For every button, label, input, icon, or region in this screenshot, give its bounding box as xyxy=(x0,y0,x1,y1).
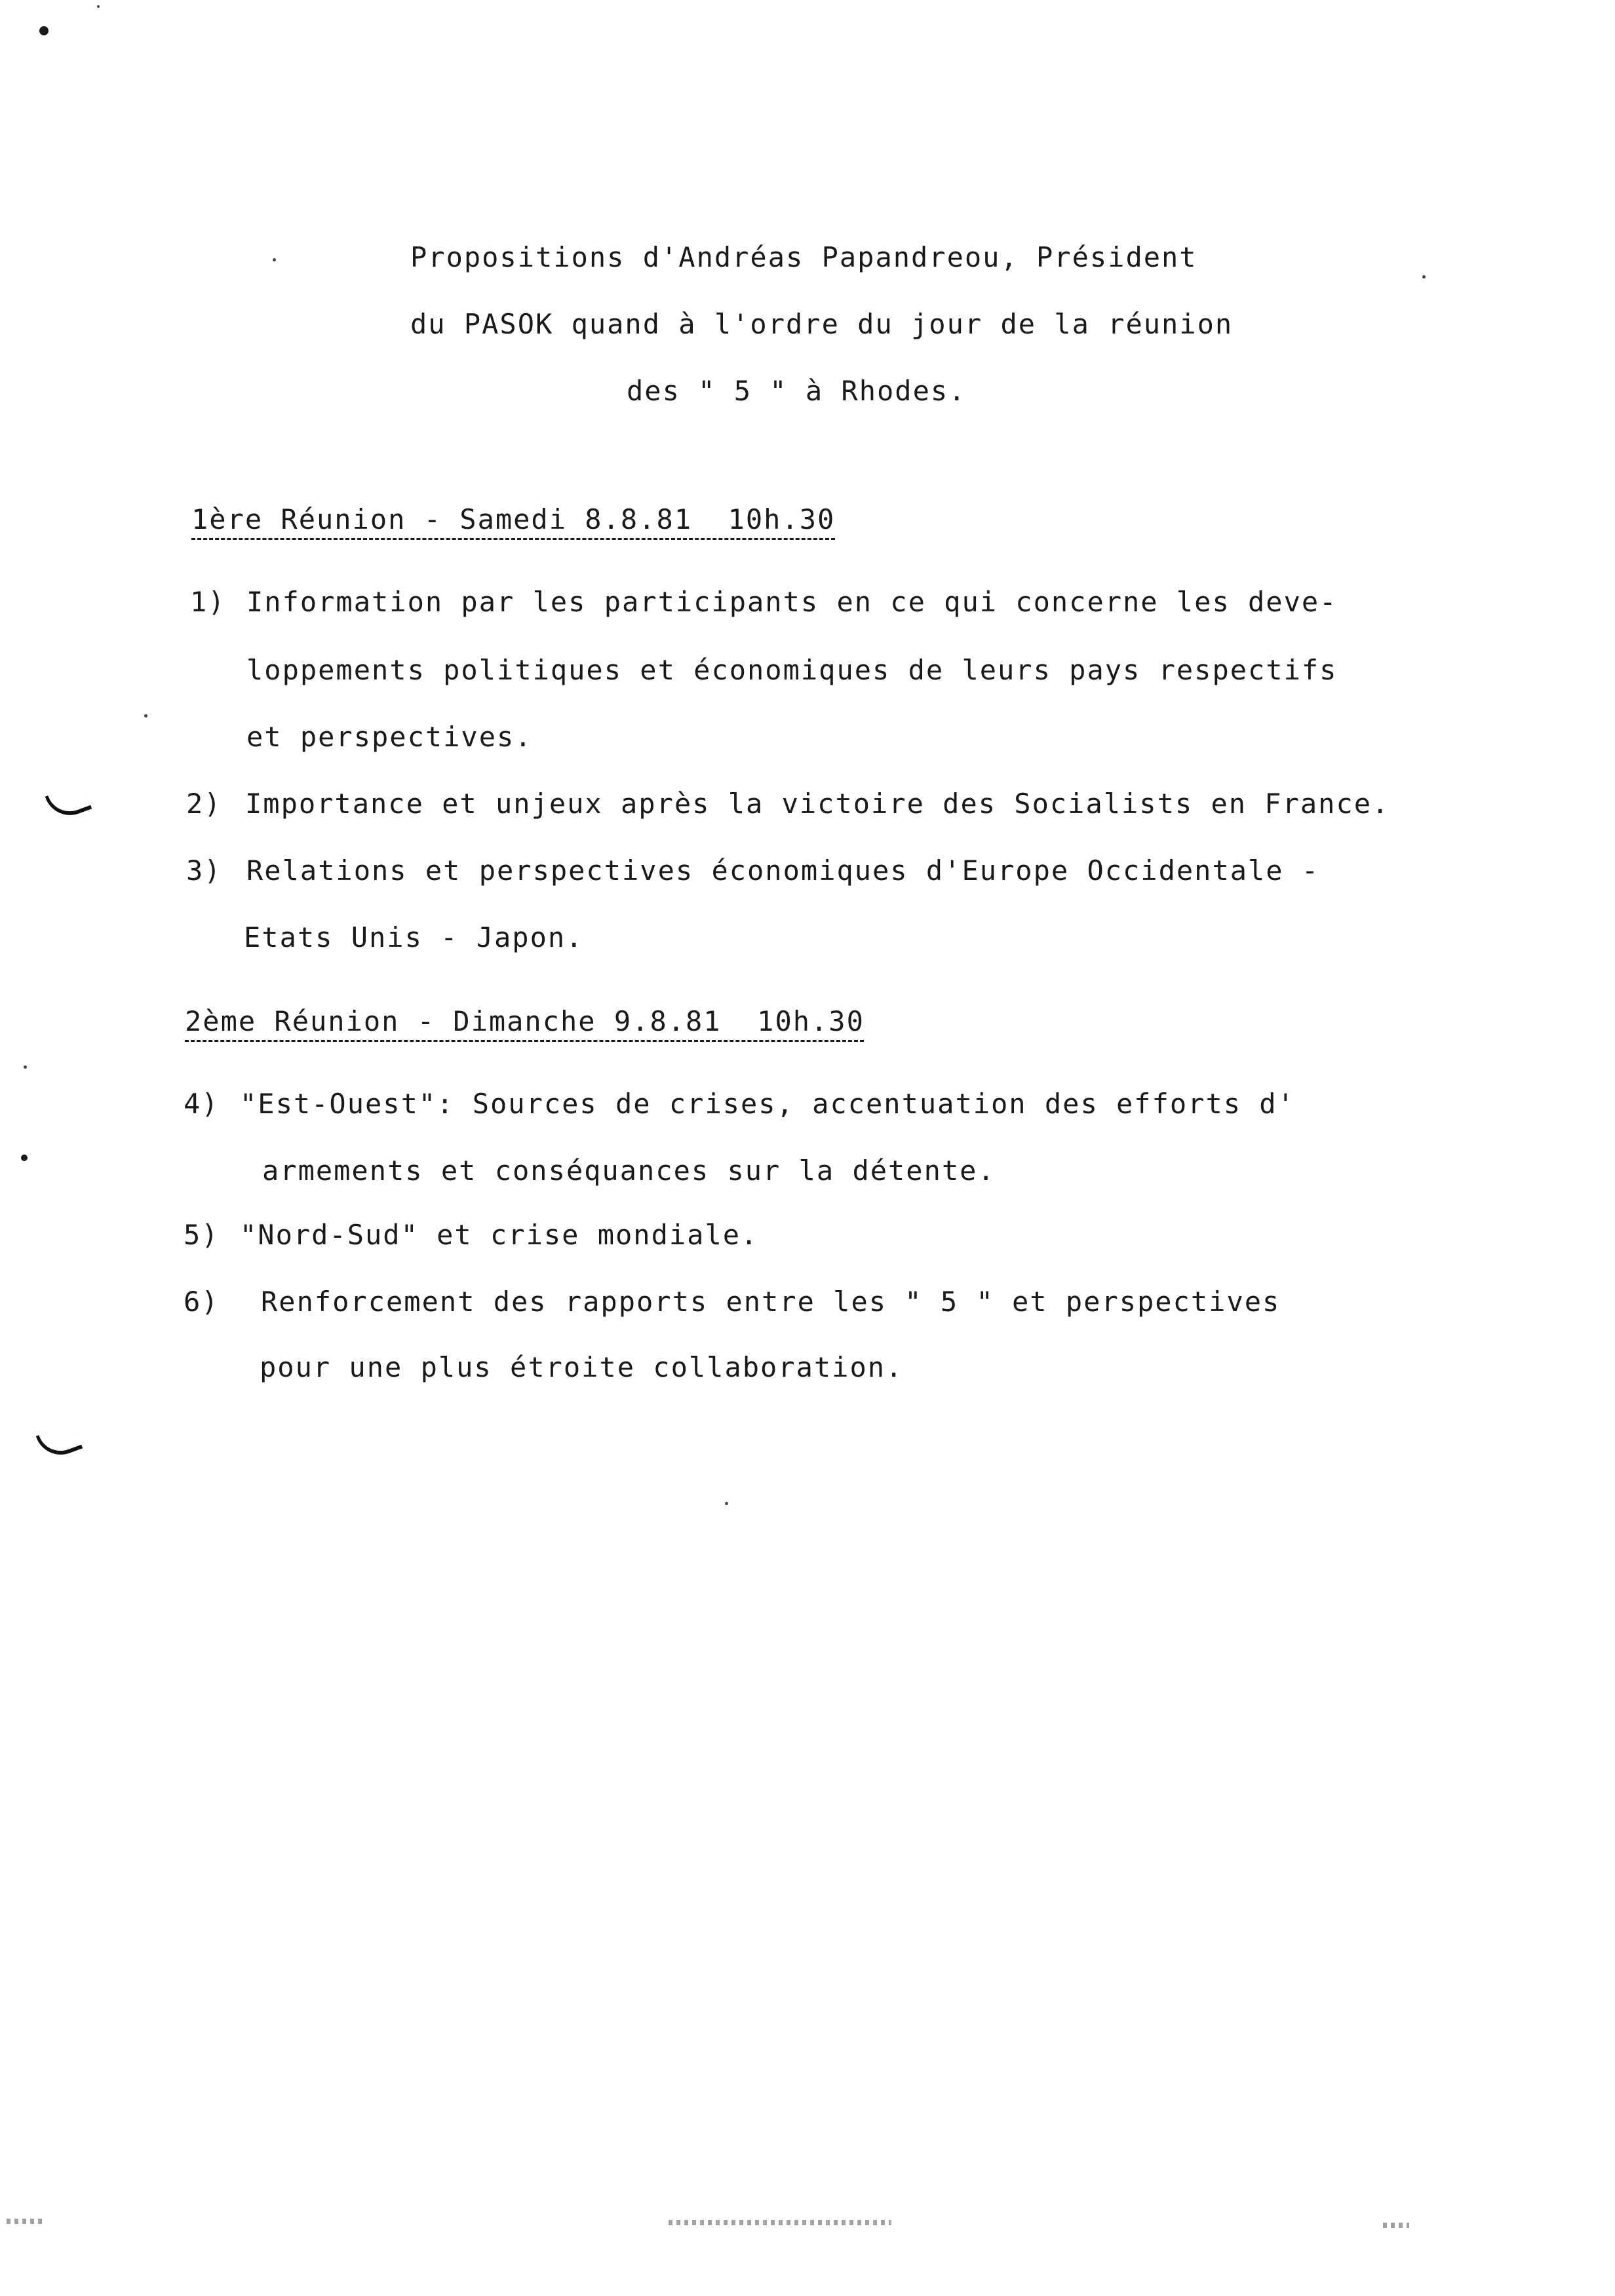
scan-speck xyxy=(1422,275,1426,278)
item-6-line-1: Renforcement des rapports entre les " 5 " et perspectives xyxy=(261,1286,1281,1318)
scan-speck xyxy=(24,1065,27,1069)
punch-hole-mark-top xyxy=(45,783,92,822)
item-6-line-2: pour une plus étroite collaboration. xyxy=(260,1351,904,1383)
item-1-line-3: et perspectives. xyxy=(246,721,533,753)
item-3-number: 3) xyxy=(186,854,222,887)
scan-noise xyxy=(1383,2223,1409,2228)
scan-noise xyxy=(669,2220,891,2225)
item-4-number: 4) xyxy=(184,1088,220,1120)
punch-hole-mark-bottom xyxy=(36,1423,83,1462)
scan-speck xyxy=(21,1155,28,1161)
item-5-line-1: "Nord-Sud" et crise mondiale. xyxy=(240,1219,759,1251)
scan-speck xyxy=(725,1502,728,1505)
meeting-2-heading: 2ème Réunion - Dimanche 9.8.81 10h.30 xyxy=(185,1005,865,1037)
item-3-line-2: Etats Unis - Japon. xyxy=(244,921,584,953)
item-6-number: 6) xyxy=(184,1286,220,1318)
item-4-line-1: "Est-Ouest": Sources de crises, accentuation des efforts d' xyxy=(240,1088,1295,1120)
item-1-line-2: loppements politiques et économiques de leurs pays respectifs xyxy=(246,654,1338,686)
item-1-line-1: Information par les participants en ce qui concerne les deve- xyxy=(246,586,1338,618)
scan-speck xyxy=(97,5,100,8)
item-2-line-1: Importance et unjeux après la victoire des Socialists en France. xyxy=(245,788,1390,820)
scan-speck xyxy=(273,258,276,261)
title-line-3: des " 5 " à Rhodes. xyxy=(627,375,967,407)
item-5-number: 5) xyxy=(184,1219,220,1251)
item-1-number: 1) xyxy=(190,586,226,618)
item-3-line-1: Relations et perspectives économiques d'Europe Occidentale - xyxy=(246,854,1320,887)
item-2-number: 2) xyxy=(186,788,222,820)
item-4-line-2: armements et conséquances sur la détente. xyxy=(262,1155,996,1187)
title-line-2: du PASOK quand à l'ordre du jour de la réunion xyxy=(410,308,1234,340)
scan-noise xyxy=(7,2219,46,2224)
scan-speck xyxy=(39,26,49,35)
scan-speck xyxy=(144,714,147,718)
title-line-1: Propositions d'Andréas Papandreou, Président xyxy=(410,241,1197,273)
meeting-1-heading: 1ère Réunion - Samedi 8.8.81 10h.30 xyxy=(191,503,836,535)
